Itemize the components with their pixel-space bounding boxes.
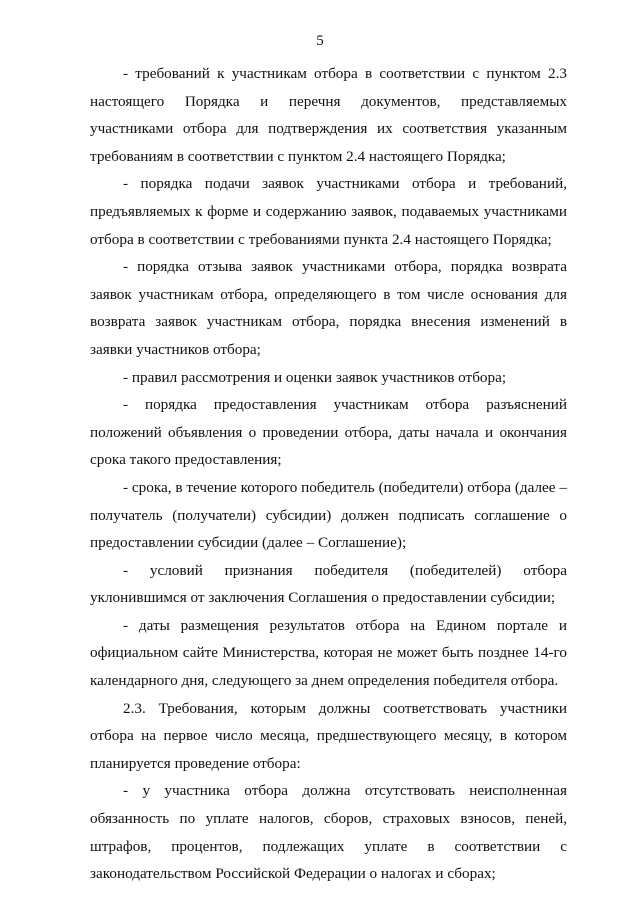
- paragraph-tax-obligations: - у участника отбора должна отсутствовать неисполненная обязанность по уплате налогов, сборов, страховых взносов, пеней, штрафов, процентов, подлежащих уплате в соответствии с законодательством Российской Федерации о налогах и сборах;: [90, 782, 567, 883]
- page-number: 5: [316, 33, 324, 49]
- paragraph-requirements-participants: - требований к участникам отбора в соответствии с пунктом 2.3 настоящего Порядка и перечня документов, представляемых участниками отбора для подтверждения их соответствия указанным требованиям в соответствии с пунктом 2.4 настоящего Порядка;: [90, 65, 567, 165]
- paragraph-section-2-3: 2.3. Требования, которым должны соответствовать участники отбора на первое число месяца, предшествующего месяцу, в котором планируется проведение отбора:: [90, 699, 567, 772]
- paragraph-review-rules: - правил рассмотрения и оценки заявок участников отбора;: [123, 368, 507, 386]
- paragraph-evasion-conditions: - условий признания победителя (победителей) отбора уклонившимся от заключения Соглашения о предоставлении субсидии;: [90, 561, 567, 607]
- paragraph-results-publication: - даты размещения результатов отбора на Едином портале и официальном сайте Министерства, которая не может быть позднее 14-го календарного дня, следующего за днем определения победителя отбора.: [90, 616, 567, 690]
- paragraph-application-withdrawal: - порядка отзыва заявок участниками отбора, порядка возврата заявок участникам отбора, определяющего в том числе основания для возврата заявок участникам отбора, порядка внесения изменений в заявки участников отбора;: [90, 258, 567, 358]
- paragraph-agreement-deadline: - срока, в течение которого победитель (победители) отбора (далее – получатель (получатели) субсидии) должен подписать соглашение о предоставлении субсидии (далее – Соглашение);: [90, 478, 567, 552]
- document-body: [90, 60, 567, 888]
- paragraph-application-submission: - порядка подачи заявок участниками отбора и требований, предъявляемых к форме и содержанию заявок, подаваемых участниками отбора в соответствии с требованиями пункта 2.4 настоящего Порядка;: [90, 175, 567, 248]
- paragraph-clarifications: - порядка предоставления участникам отбора разъяснений положений объявления о проведении отбора, даты начала и окончания срока такого предоставления;: [90, 396, 567, 469]
